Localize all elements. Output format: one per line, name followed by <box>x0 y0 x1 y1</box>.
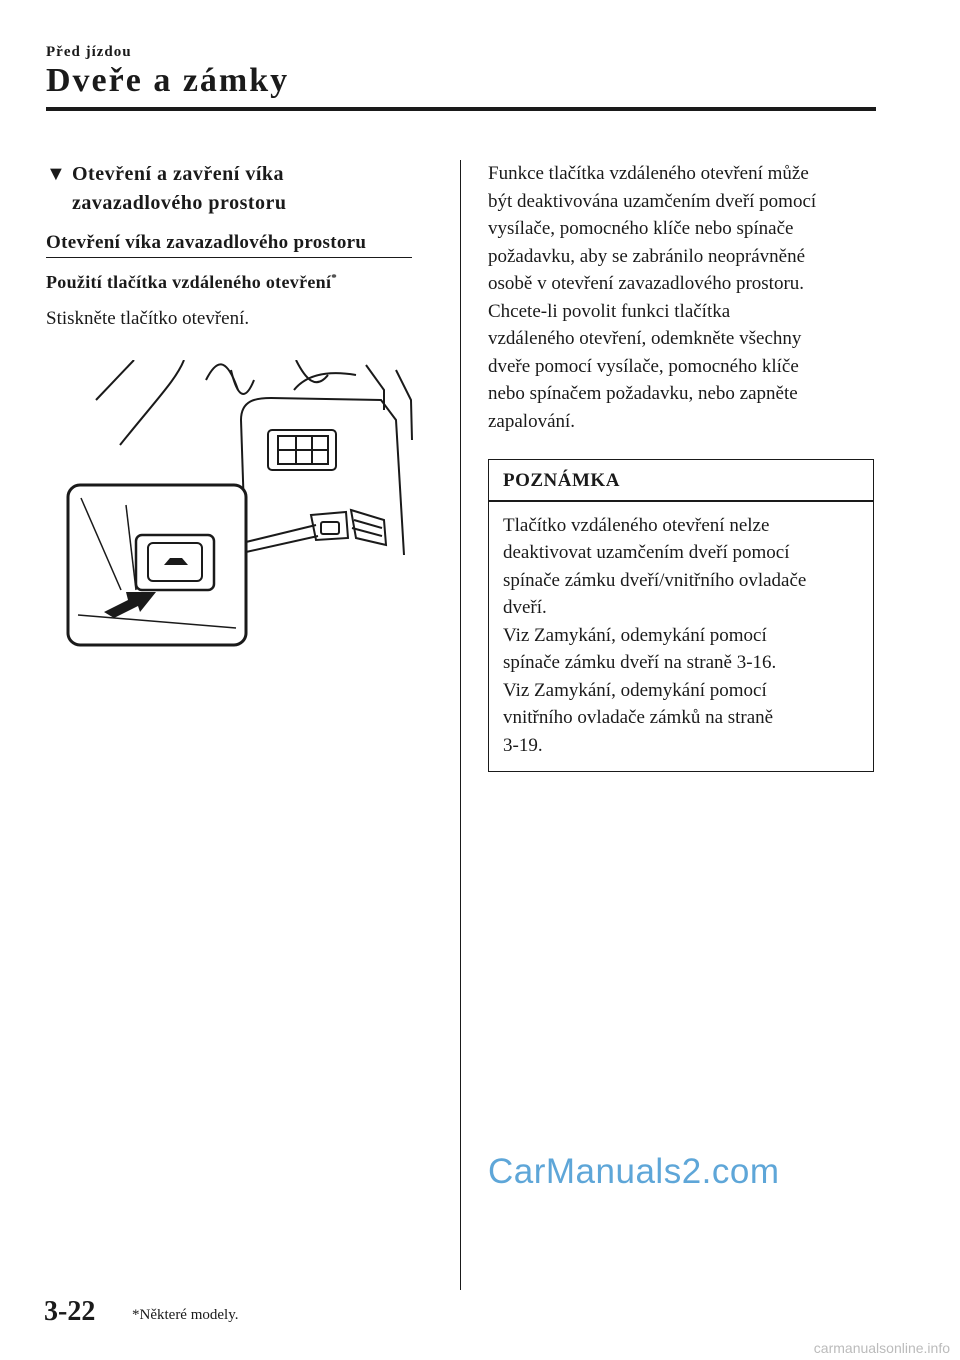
subheading: Otevření víka zavazadlového prostoru <box>46 232 412 258</box>
section-heading-line2: zavazadlového prostoru <box>72 192 287 214</box>
paragraph-line: Funkce tlačítka vzdáleného otevření může <box>488 163 809 184</box>
note-line: deaktivovat uzamčením dveří pomocí <box>503 542 790 563</box>
paragraph-line: být deaktivována uzamčením dveří pomocí <box>488 190 817 212</box>
page-number: 3-22 <box>44 1296 96 1327</box>
info-paragraph <box>488 160 878 435</box>
header-rule <box>46 107 876 111</box>
subsubheading <box>46 272 416 293</box>
watermark: CarManuals2.com <box>488 1152 780 1191</box>
paragraph-line: nebo spínačem požadavku, nebo zapněte <box>488 383 798 404</box>
section-heading-text <box>72 160 287 218</box>
note-line: spínače zámku dveří/vnitřního ovladače <box>503 569 807 591</box>
footnote: *Některé modely. <box>132 1307 239 1323</box>
note-title: POZNÁMKA <box>503 470 620 491</box>
left-column <box>46 160 416 332</box>
column-divider <box>460 160 461 1290</box>
paragraph-line: zapalování. <box>488 410 576 432</box>
note-line: 3-19. <box>503 734 543 756</box>
subsubheading-text: Použití tlačítka vzdáleného otevření <box>46 272 332 292</box>
site-watermark: carmanualsonline.info <box>813 1340 950 1356</box>
note-line: Tlačítko vzdáleného otevření nelze <box>503 514 770 536</box>
note-line: Viz Zamykání, odemykání pomocí <box>503 679 767 701</box>
note-line: Viz Zamykání, odemykání pomocí <box>503 624 767 646</box>
right-column <box>488 160 878 772</box>
trunk-release-button-illustration <box>66 360 426 650</box>
paragraph-line: vzdáleného otevření, odemkněte všechny <box>488 328 802 349</box>
chapter-title: Dveře a zámky <box>46 62 290 99</box>
section-label: Před jízdou <box>46 44 132 60</box>
footnote-mark: * <box>331 272 338 284</box>
note-line: spínače zámku dveří na straně 3-16. <box>503 652 777 673</box>
note-line: vnitřního ovladače zámků na straně <box>503 707 774 728</box>
section-heading <box>46 160 416 218</box>
paragraph-line: požadavku, aby se zabránilo neoprávněné <box>488 245 806 267</box>
note-line: dveří. <box>503 597 547 618</box>
instruction-text: Stiskněte tlačítko otevření. <box>46 308 250 329</box>
section-heading-line1: Otevření a zavření víka <box>72 163 285 185</box>
paragraph-line: osobě v otevření zavazadlového prostoru. <box>488 273 805 294</box>
paragraph-line: vysílače, pomocného klíče nebo spínače <box>488 218 794 239</box>
paragraph-line: Chcete-li povolit funkci tlačítka <box>488 300 731 322</box>
note-box <box>488 459 874 772</box>
note-body <box>489 502 873 772</box>
triangle-marker-icon: ▼ <box>46 163 67 185</box>
paragraph-line: dveře pomocí vysílače, pomocného klíče <box>488 355 799 377</box>
